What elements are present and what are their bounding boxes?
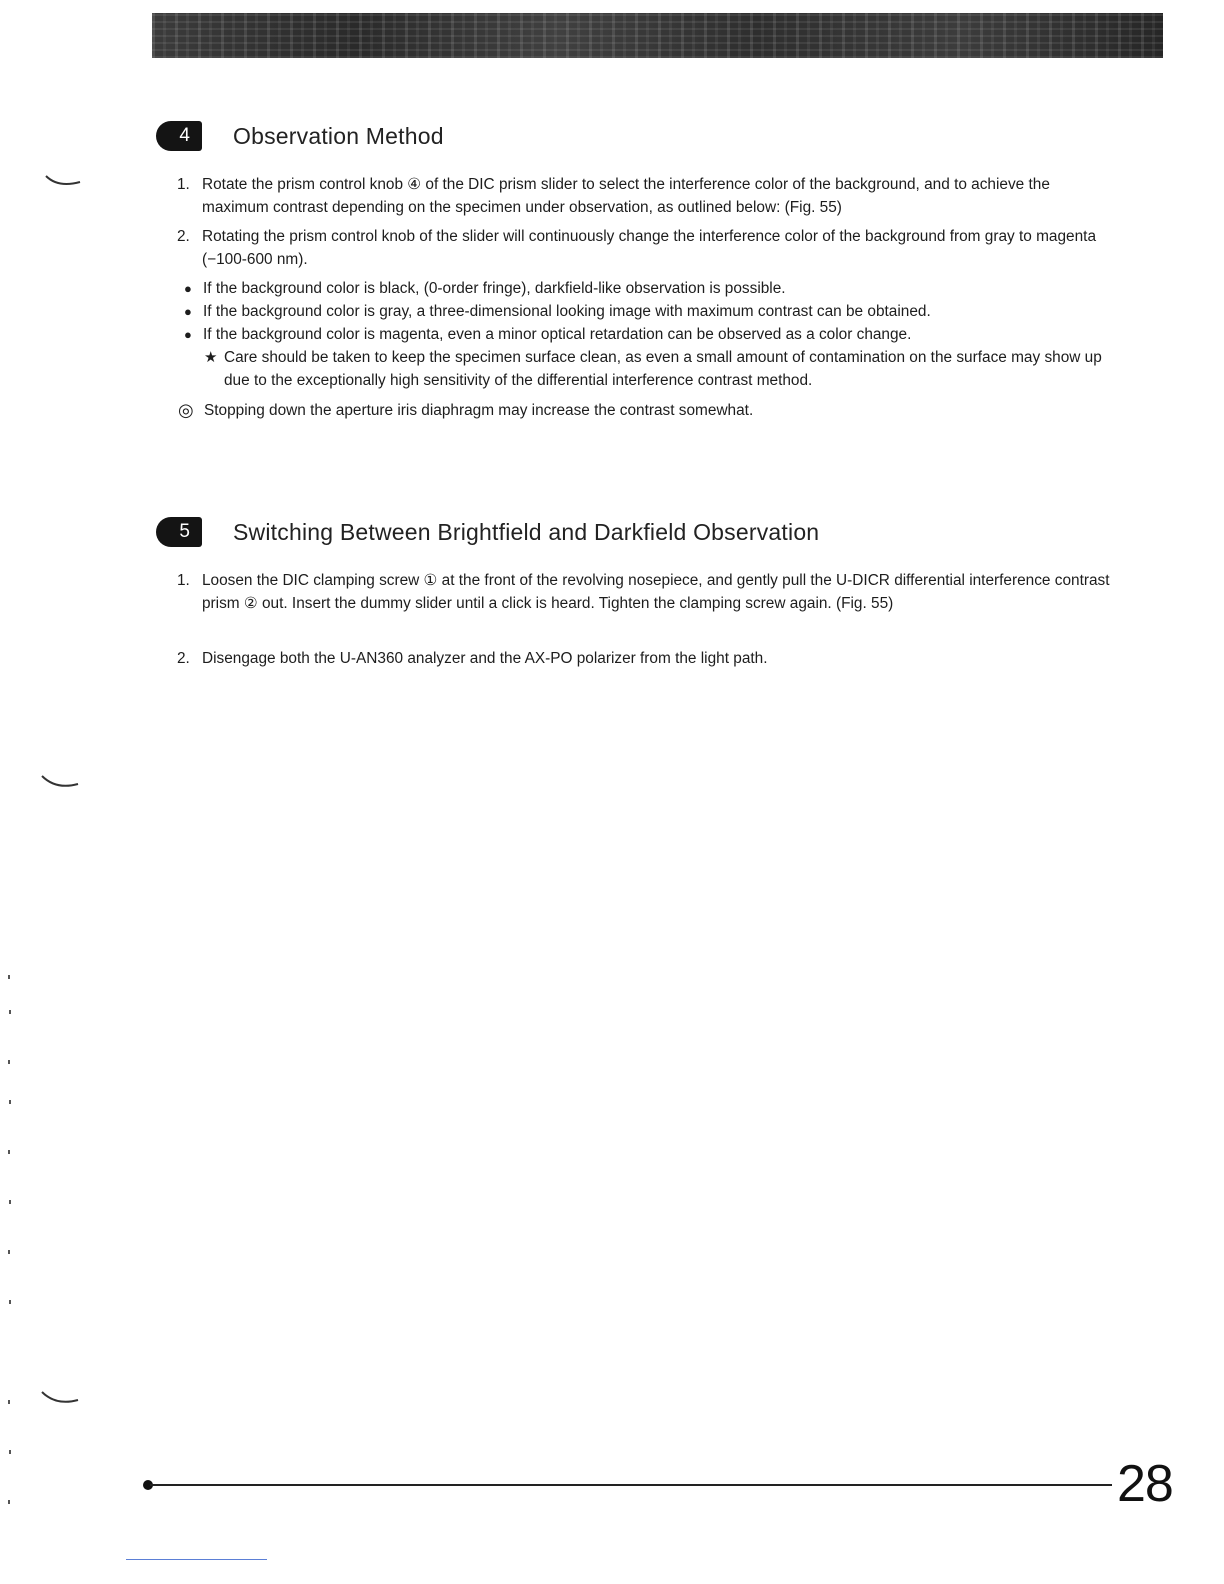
- margin-speck: [8, 1060, 10, 1064]
- binding-mark-2: [40, 772, 82, 794]
- section-4-bullet-3: [184, 323, 1113, 346]
- binding-mark-1: [44, 172, 84, 192]
- section-4-note: [178, 399, 1114, 422]
- step-number: 1.: [177, 176, 190, 193]
- step-text: Disengage both the U-AN360 analyzer and the AX-PO polarizer from the light path.: [202, 650, 768, 667]
- margin-speck: [9, 1200, 11, 1204]
- page-number: 28: [1117, 1455, 1173, 1513]
- step-number: 2.: [177, 650, 190, 667]
- bullet-text: If the background color is magenta, even a minor optical retardation can be observed as a color change.: [203, 326, 912, 343]
- margin-speck: [8, 1250, 10, 1254]
- bullet-text: If the background color is gray, a three-dimensional looking image with maximum contrast can be obtained.: [203, 303, 931, 320]
- section-4-bullet-1: [184, 277, 1113, 300]
- caution-text: Care should be taken to keep the specimen surface clean, as even a small amount of contamination on the surface may show up due to the exceptionally high sensitivity of the differential interference contrast method.: [224, 349, 1102, 389]
- section-4-badge: 4: [156, 121, 202, 151]
- note-text: Stopping down the aperture iris diaphragm may increase the contrast somewhat.: [204, 402, 754, 419]
- section-4-step-2: [177, 225, 1112, 271]
- margin-speck: [9, 1300, 11, 1304]
- section-4-caution: [204, 346, 1114, 392]
- binding-mark-3: [40, 1388, 82, 1410]
- section-5-step-1: [177, 569, 1112, 615]
- bullet-icon: ●: [184, 327, 192, 342]
- margin-speck: [9, 1010, 11, 1014]
- section-5-badge: 5: [156, 517, 202, 547]
- step-text: Rotate the prism control knob ④ of the DIC prism slider to select the interference color of the background, and to achieve the maximum contrast depending on the specimen under observation, as outlined below: (Fig. 55): [202, 176, 1050, 216]
- section-4-title: Observation Method: [233, 122, 444, 149]
- step-text: Rotating the prism control knob of the slider will continuously change the interference color of the background from gray to magenta (−100-600 nm).: [202, 228, 1097, 268]
- margin-speck: [9, 1100, 11, 1104]
- double-circle-icon: ◎: [178, 400, 194, 420]
- footer-rule: [150, 1484, 1112, 1486]
- section-5-step-2: [177, 647, 1112, 670]
- step-number: 1.: [177, 572, 190, 589]
- section-4-step-1: [177, 173, 1112, 219]
- margin-speck: [9, 1450, 11, 1454]
- margin-speck: [8, 975, 10, 979]
- margin-speck: [8, 1500, 10, 1504]
- step-number: 2.: [177, 228, 190, 245]
- section-5-title: Switching Between Brightfield and Darkfield Observation: [233, 518, 820, 545]
- section-5-heading: [156, 517, 819, 547]
- margin-speck: [8, 1400, 10, 1404]
- link-underline: [126, 1559, 267, 1560]
- bullet-icon: ●: [184, 281, 192, 296]
- bullet-text: If the background color is black, (0-order fringe), darkfield-like observation is possible.: [203, 280, 786, 297]
- section-4-bullet-2: [184, 300, 1113, 323]
- margin-speck: [8, 1150, 10, 1154]
- section-4-heading: [156, 121, 444, 151]
- header-banner: [152, 13, 1163, 58]
- star-icon: ★: [204, 349, 218, 366]
- bullet-icon: ●: [184, 304, 192, 319]
- step-text: Loosen the DIC clamping screw ① at the front of the revolving nosepiece, and gently pull the U-DICR differential interference contrast prism ② out. Insert the dummy slider until a click is heard. Tighten the clamping screw again. (Fig. 55): [202, 572, 1110, 612]
